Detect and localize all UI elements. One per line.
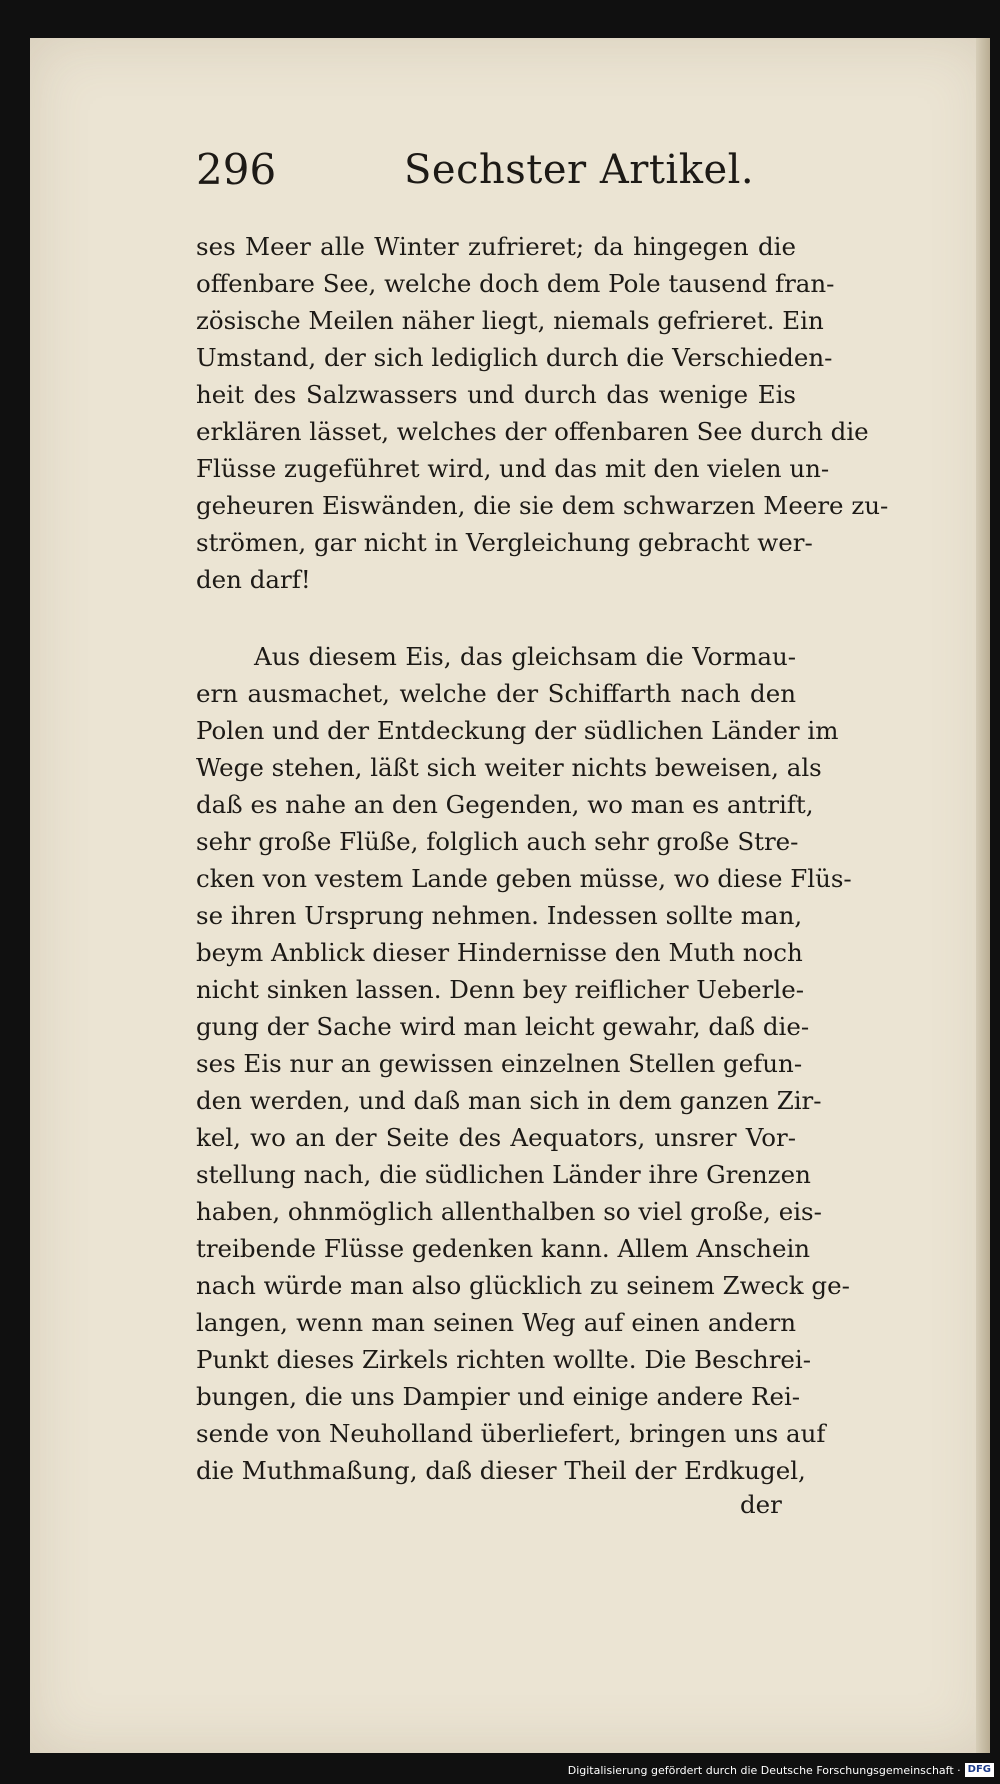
text-line: ses Meer alle Winter zufrieret; da hingegen die (196, 232, 796, 261)
text-line: daß es nahe an den Gegenden, wo man es antrift, (196, 790, 814, 819)
text-line: ern ausmachet, welche der Schiffarth nach den (196, 679, 796, 708)
text-line: langen, wenn man seinen Weg auf einen andern (196, 1308, 796, 1337)
text-line: gung der Sache wird man leicht gewahr, daß die- (196, 1012, 810, 1041)
text-line: ses Eis nur an gewissen einzelnen Stellen gefun- (196, 1049, 803, 1078)
text-line: den werden, und daß man sich in dem ganzen Zir- (196, 1086, 822, 1115)
text-line: zösische Meilen näher liegt, niemals gefrieret. Ein (196, 306, 824, 335)
text-line: den darf! (196, 565, 311, 594)
text-line: Flüsse zugeführet wird, und das mit den vielen un- (196, 454, 830, 483)
catchword: der (740, 1490, 782, 1519)
credit-text: Digitalisierung gefördert durch die Deutsche Forschungsgemeinschaft · (567, 1763, 961, 1777)
text-line: sende von Neuholland überliefert, bringen uns auf (196, 1419, 826, 1448)
text-line: Aus diesem Eis, das gleichsam die Vormau- (254, 642, 796, 671)
text-line: strömen, gar nicht in Vergleichung gebracht wer- (196, 528, 813, 557)
text-line: bungen, die uns Dampier und einige andere Rei- (196, 1382, 801, 1411)
text-line: Polen und der Entdeckung der südlichen Länder im (196, 716, 839, 745)
text-line: nicht sinken lassen. Denn bey reiflicher Ueberle- (196, 975, 804, 1004)
text-line: beym Anblick dieser Hindernisse den Muth noch (196, 938, 803, 967)
digitization-credit (568, 1760, 994, 1780)
text-line: kel, wo an der Seite des Aequators, unsrer Vor- (196, 1123, 796, 1152)
text-line: se ihren Ursprung nehmen. Indessen sollte man, (196, 901, 803, 930)
text-line: cken von vestem Lande geben müsse, wo diese Flüs- (196, 864, 852, 893)
text-line: heit des Salzwassers und durch das wenige Eis (196, 380, 796, 409)
text-line: die Muthmaßung, daß dieser Theil der Erdkugel, (196, 1456, 806, 1485)
text-line: haben, ohnmöglich allenthalben so viel große, eis- (196, 1197, 822, 1226)
text-line: erklären lässet, welches der offenbaren See durch die (196, 417, 869, 446)
text-line: treibende Flüsse gedenken kann. Allem Anschein (196, 1234, 811, 1263)
text-line: stellung nach, die südlichen Länder ihre Grenzen (196, 1160, 811, 1189)
page-edge (976, 38, 990, 1753)
text-line: sehr große Flüße, folglich auch sehr große Stre- (196, 827, 799, 856)
text-line: Wege stehen, läßt sich weiter nichts beweisen, als (196, 753, 822, 782)
text-line: nach würde man also glücklich zu seinem Zweck ge- (196, 1271, 850, 1300)
running-title: Sechster Artikel. (404, 147, 755, 193)
text-line: Umstand, der sich lediglich durch die Verschieden- (196, 343, 833, 372)
dfg-logo: DFG (965, 1763, 994, 1777)
page-number: 296 (196, 145, 277, 194)
text-line: geheuren Eiswänden, die sie dem schwarzen Meere zu- (196, 491, 889, 520)
text-line: Punkt dieses Zirkels richten wollte. Die Beschrei- (196, 1345, 812, 1374)
text-line: offenbare See, welche doch dem Pole tausend fran- (196, 269, 835, 298)
paragraph-2 (196, 638, 852, 1489)
running-head (196, 140, 766, 200)
paragraph-1 (196, 228, 889, 598)
